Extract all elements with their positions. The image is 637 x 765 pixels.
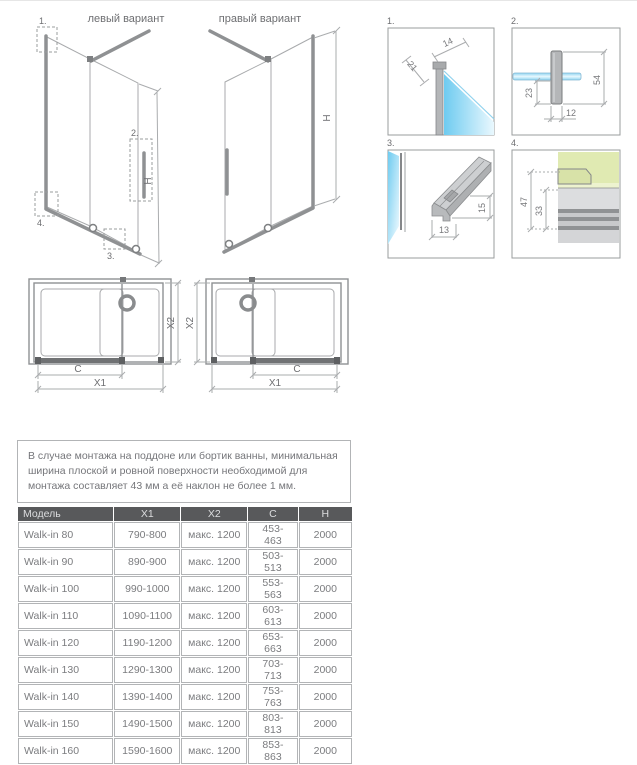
svg-text:54: 54 — [592, 74, 602, 86]
rail-plan — [38, 358, 124, 363]
left-variant-title: левый вариант — [87, 13, 165, 25]
detail-3-label: 3. — [387, 138, 395, 148]
fixed-panel — [47, 37, 90, 226]
svg-text:13: 13 — [438, 225, 450, 235]
svg-text:C: C — [74, 364, 82, 375]
callout-label-1: 1. — [39, 16, 47, 26]
profile-cap — [433, 62, 446, 69]
right-variant-drawing — [210, 13, 340, 252]
roller-wheel — [133, 246, 140, 253]
enclosure-outline — [212, 283, 341, 362]
table-row: Walk-in 130 1290-1300 макс. 1200 703-713 2000 — [18, 657, 352, 683]
support-bar-bracket — [265, 56, 271, 62]
support-bar — [210, 31, 268, 61]
profile-tab — [558, 169, 591, 184]
dim-x1 — [35, 365, 166, 393]
model-cell: Walk-in 100 — [18, 576, 113, 602]
callout-label-4: 4. — [37, 218, 45, 228]
rail-profile-stack — [558, 188, 619, 243]
svg-text:23: 23 — [524, 87, 534, 99]
detail-4 — [511, 138, 620, 258]
roller-wheel — [226, 241, 233, 248]
table-row: Walk-in 90 890-900 макс. 1200 503-513 2000 — [18, 549, 352, 575]
table-row: Walk-in 120 1190-1200 макс. 1200 653-663 2000 — [18, 630, 352, 656]
svg-text:33: 33 — [534, 205, 544, 217]
callout-label-3: 3. — [107, 251, 115, 261]
detail-3 — [387, 138, 494, 258]
table-row: Walk-in 140 1390-1400 макс. 1200 753-763 2000 — [18, 684, 352, 710]
svg-text:X2: X2 — [166, 316, 177, 330]
rail-plan — [251, 358, 337, 363]
dim-x1 — [209, 365, 340, 393]
svg-text:X1: X1 — [93, 378, 107, 389]
support-bar-bracket — [87, 56, 93, 62]
fixed-panel — [271, 37, 313, 226]
roller-wheel — [90, 225, 97, 232]
model-cell: Walk-in 120 — [18, 630, 113, 656]
callout-label-2: 2. — [131, 128, 139, 138]
detail-1 — [387, 16, 494, 135]
svg-text:47: 47 — [519, 196, 529, 208]
model-cell: Walk-in 80 — [18, 522, 113, 548]
model-cell: Walk-in 110 — [18, 603, 113, 629]
sliding-door — [90, 59, 138, 252]
callout-box-2 — [130, 139, 152, 201]
svg-text:14: 14 — [441, 35, 455, 49]
support-anchor — [120, 277, 126, 282]
model-cell: Walk-in 160 — [18, 738, 113, 764]
door-panel-plan — [216, 289, 275, 356]
installation-note — [17, 440, 351, 503]
detail-1-label: 1. — [387, 16, 395, 26]
col-header-x1: X1 — [114, 507, 180, 521]
h-dim-label: H — [322, 114, 333, 122]
enclosure-outline — [34, 283, 163, 362]
spec-table — [17, 506, 353, 765]
right-variant-title: правый вариант — [218, 13, 302, 25]
dim-c — [250, 364, 340, 379]
plan-view-right — [185, 277, 348, 393]
model-cell: Walk-in 150 — [18, 711, 113, 737]
table-row: Walk-in 110 1090-1100 макс. 1200 603-613 2000 — [18, 603, 352, 629]
table-header-row — [18, 507, 352, 521]
fixed-panel-plan — [41, 289, 123, 356]
dim-c — [35, 364, 125, 379]
col-header-x2: X2 — [181, 507, 247, 521]
height-dimension — [314, 27, 340, 206]
left-variant-drawing — [35, 13, 164, 267]
svg-text:X2: X2 — [185, 316, 196, 330]
col-header-h: H — [299, 507, 352, 521]
table-row: Walk-in 150 1490-1500 макс. 1200 803-813 2000 — [18, 711, 352, 737]
wall-profile-section — [436, 68, 443, 135]
svg-text:C: C — [293, 364, 301, 375]
table-row: Walk-in 80 790-800 макс. 1200 453-463 2000 — [18, 522, 352, 548]
door-panel-plan — [100, 289, 159, 356]
dim-x2 — [165, 280, 181, 365]
svg-text:X1: X1 — [268, 378, 282, 389]
sliding-door — [225, 59, 271, 251]
wall-outline — [206, 279, 348, 364]
plan-view-left — [29, 277, 181, 393]
handle-section — [551, 51, 562, 104]
model-cell: Walk-in 90 — [18, 549, 113, 575]
svg-text:15: 15 — [477, 202, 487, 214]
detail-2 — [511, 16, 620, 135]
glass-panel-section — [513, 73, 581, 80]
support-bar — [91, 31, 149, 61]
model-cell: Walk-in 140 — [18, 684, 113, 710]
table-row: Walk-in 160 1590-1600 макс. 1200 853-863 2000 — [18, 738, 352, 764]
svg-text:12: 12 — [565, 108, 577, 118]
col-header-model: Модель — [18, 507, 113, 521]
installation-note-text: В случае монтажа на поддоне или бортик ванны, минимальная ширина плоской и ровной поверхности необходимой для монтажа составляет 43 мм а её наклон не более 1 мм. — [28, 450, 338, 492]
model-cell: Walk-in 130 — [18, 657, 113, 683]
h-dim-label: H — [143, 177, 154, 185]
detail-2-label: 2. — [511, 16, 519, 26]
detail-4-label: 4. — [511, 138, 519, 148]
support-anchor — [249, 277, 255, 282]
table-row: Walk-in 100 990-1000 макс. 1200 553-563 2000 — [18, 576, 352, 602]
col-header-c: C — [248, 507, 297, 521]
roller-wheel — [265, 225, 272, 232]
section-divider — [0, 0, 637, 1]
fixed-panel-plan — [252, 289, 334, 356]
svg-text:21: 21 — [405, 59, 420, 74]
